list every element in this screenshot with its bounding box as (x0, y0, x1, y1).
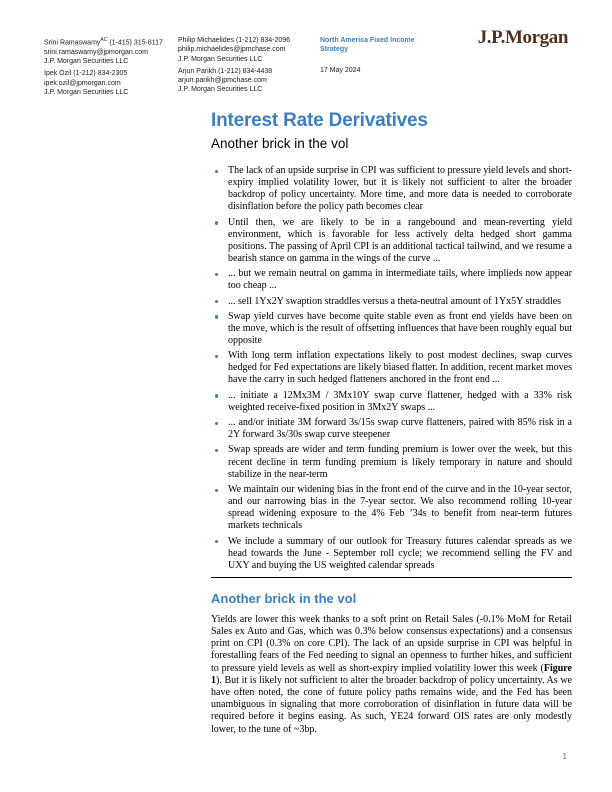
section-heading: Another brick in the vol (211, 590, 357, 606)
contact-firm: J.P. Morgan Securities LLC (178, 86, 263, 94)
contact-card (44, 36, 178, 66)
contact-email[interactable]: arjun.parikh@jpmchase.com (178, 77, 267, 85)
report-meta-column (320, 36, 428, 75)
contact-name: Philip Michaelides (178, 37, 235, 44)
body-paragraph (211, 614, 572, 736)
contact-name-line (44, 69, 178, 78)
program-title-link[interactable]: North America Fixed Income Strategy (320, 37, 415, 54)
executive-summary-bullet-list (211, 165, 572, 572)
contact-name-line (44, 36, 178, 48)
body-text: ). But it is likely not sufficient to alter the broader backdrop of policy uncertainty. As we have often noted, the cone of future policy paths remains wide, and the Fed has been unambiguous in signaling that more corroboration of disinflation in future data will be required before it begins easing. As such, YE24 forward OIS rates are only modestly lower, to the tune of ~3bp. (211, 674, 572, 735)
report-title: Interest Rate Derivatives (211, 110, 428, 131)
contact-phone: (1-212) 834-4438 (218, 67, 273, 75)
body-bold-reference: Figure 1 (211, 662, 572, 686)
contact-firm: J.P. Morgan Securities LLC (178, 55, 263, 63)
contact-name-line (178, 67, 318, 76)
contact-phone: (1-212) 834-2096 (235, 37, 291, 44)
bullet-item: ... initiate a 12Mx3M / 3Mx10Y swap curve flattener, hedged with a 33% risk weighted receive-fixed position in 3Mx2Y swaps ... (211, 390, 572, 414)
contact-name-line (178, 36, 318, 45)
contact-firm: J.P. Morgan Securities LLC (44, 57, 129, 65)
bullet-item: The lack of an upside surprise in CPI was sufficient to pressure yield levels and short-expiry implied volatility lower, but it is likely not sufficient to alter the broader backdrop of policy uncertainty. More time, and more data is needed to corroborate disinflation before the policy path becomes clear (211, 165, 572, 213)
report-date: 17 May 2024 (320, 66, 361, 74)
page-number: 1 (562, 752, 567, 761)
bullet-item: We maintain our widening bias in the front end of the curve and in the 10-year sector, and our narrowing bias in the 7-year sector. We also recommend rolling 10-year spread widening exposure to the 4% Feb ’34s to benefit from near-term futures markets technicals (211, 484, 572, 532)
contact-card (178, 67, 318, 95)
bullet-item: We include a summary of our outlook for Treasury futures calendar spreads as we head towards the June - September roll cycle; we recommend selling the FV and UXY and buying the US weighted calendar spreads (211, 536, 572, 572)
body-text: Yields are lower this week thanks to a soft print on Retail Sales (-0.1% MoM for Retail Sales ex Auto and Gas, which was 0.3% below consensus expectations) and a consensus print on CPI (0.3% on core CPI). The lack of an upside surprise in CPI was helpful in forestalling fears of the Fed needing to signal an openness to further hikes, and sufficient to pressure yield levels as well as short-expiry implied volatility lower this week ( (211, 613, 572, 674)
main-content (211, 111, 572, 736)
contact-email[interactable]: philip.michaelides@jpmchase.com (178, 46, 286, 54)
contact-phone: (1-212) 834-2305 (73, 70, 128, 78)
contact-phone: (1-415) 315-8117 (109, 39, 163, 47)
analyst-certification-superscript: AC (100, 37, 108, 43)
contact-column-middle (178, 36, 318, 98)
bullet-item: Swap spreads are wider and term funding premium is lower over the week, but this recent decline in term funding premium is likely temporary in nature and should stabilize in the near-term (211, 444, 572, 480)
contact-card (178, 36, 318, 64)
jpmorgan-logo: J.P.Morgan (477, 27, 568, 48)
contact-name: Ipek Ozil (44, 70, 72, 78)
contact-column-left (44, 36, 178, 100)
contact-name: Srini Ramaswamy (44, 39, 101, 47)
section-divider (211, 577, 572, 578)
report-subtitle: Another brick in the vol (211, 136, 349, 151)
contact-card (44, 69, 178, 97)
bullet-item: Swap yield curves have become quite stable even as front end yields have been on the move, which is the result of offsetting influences that have been roughly equal but opposite (211, 311, 572, 347)
bullet-item: With long term inflation expectations likely to post modest declines, swap curves hedged for Fed expectations are likely biased flatter. In addition, recent market moves have the carry in such hedged flatteners anchored in the front end ... (211, 350, 572, 386)
contact-firm: J.P. Morgan Securities LLC (44, 88, 129, 96)
bullet-item: ... but we remain neutral on gamma in intermediate tails, where implieds now appear too cheap ... (211, 268, 572, 292)
bullet-item: Until then, we are likely to be in a rangebound and mean-reverting yield environment, which is favorable for less actively delta hedged short gamma positions. The passing of April CPI is an additional tactical tailwind, and we resume a bearish stance on gamma in the wings of the curve ... (211, 217, 572, 265)
bullet-item: ... and/or initiate 3M forward 3s/15s swap curve flatteners, paired with 85% risk in a 2Y forward 3s/30s swap curve steepener (211, 417, 572, 441)
bullet-item: ... sell 1Yx2Y swaption straddles versus a theta-neutral amount of 1Yx5Y straddles (211, 296, 572, 308)
contact-email[interactable]: ipek.ozil@jpmorgan.com (44, 79, 121, 87)
contact-email[interactable]: srini.ramaswamy@jpmorgan.com (44, 48, 148, 56)
contact-name: Arjun Parikh (178, 67, 217, 75)
